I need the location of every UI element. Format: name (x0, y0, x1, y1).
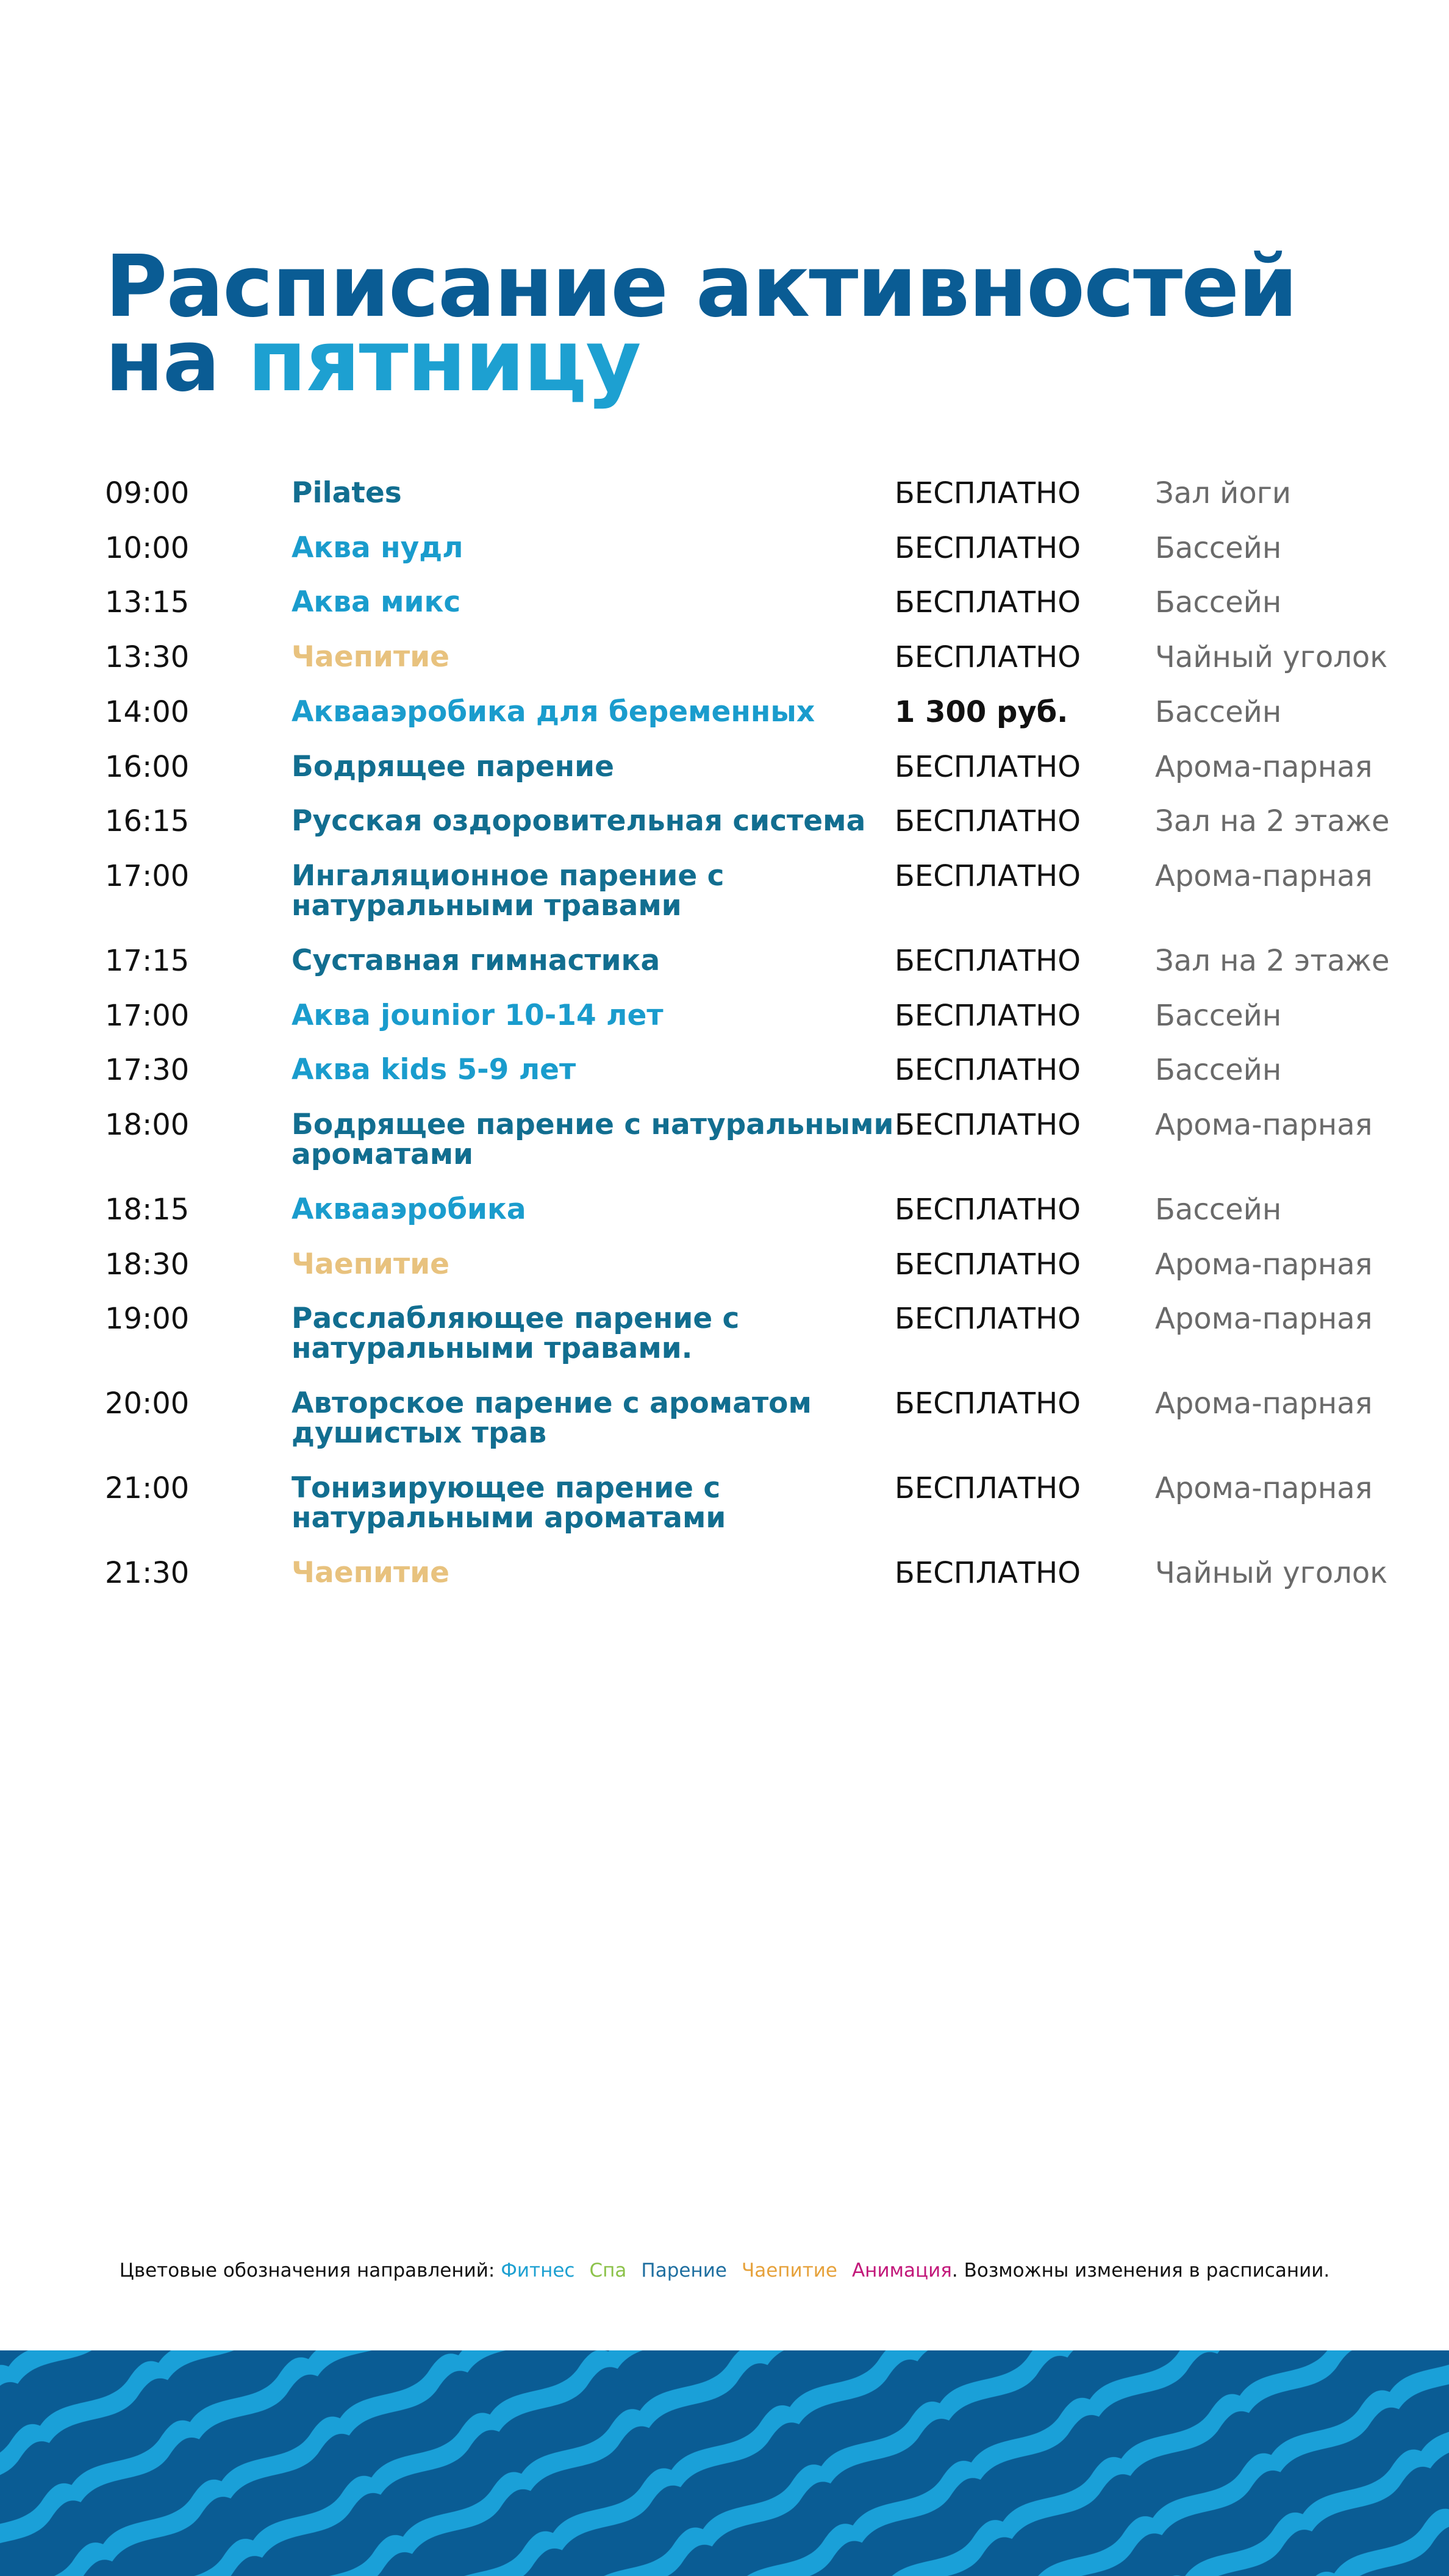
legend-suffix: . Возможны изменения в расписании. (951, 2260, 1330, 2282)
schedule-row-2130-tea (0, 1558, 1449, 1619)
legend-fitness: Фитнес (501, 2260, 575, 2282)
schedule-row-1715-joint-gymnastics (0, 946, 1449, 1007)
schedule-place: Арома-парная (1155, 1247, 1373, 1282)
schedule-row-1400-aqua-aerobics-pregnant (0, 697, 1449, 758)
schedule-activity: Аква jounior 10-14 лет (292, 999, 664, 1032)
schedule-activity: Чаепитие (292, 1247, 450, 1281)
schedule-place: Чайный уголок (1155, 640, 1388, 674)
schedule-price: БЕСПЛАТНО (895, 1247, 1081, 1282)
schedule-row-2000-author-steam (0, 1388, 1449, 1449)
schedule-price: БЕСПЛАТНО (895, 1193, 1081, 1227)
schedule-place: Зал йоги (1155, 476, 1292, 510)
schedule-time: 13:15 (105, 585, 190, 619)
schedule-activity: Аква микс (292, 585, 461, 619)
schedule-activity (292, 861, 724, 921)
schedule-activity-line-2: натуральными травами. (292, 1332, 693, 1365)
schedule-row-1730-aqua-kids (0, 1055, 1449, 1116)
schedule-price: БЕСПЛАТНО (895, 1053, 1081, 1087)
schedule-place: Арома-парная (1155, 1386, 1373, 1421)
schedule-activity: Суставная гимнастика (292, 944, 660, 977)
schedule-time: 17:00 (105, 859, 190, 893)
schedule-price: БЕСПЛАТНО (895, 999, 1081, 1033)
schedule-activity-line-1: Расслабляющее парение с (292, 1302, 740, 1335)
schedule-time: 13:30 (105, 640, 190, 674)
schedule-price: БЕСПЛАТНО (895, 476, 1081, 510)
schedule-time: 18:30 (105, 1247, 190, 1282)
schedule-time: 17:15 (105, 944, 190, 978)
schedule-activity-line-1: Авторское парение с ароматом (292, 1386, 812, 1420)
schedule-activity-line-2: душистых трав (292, 1416, 547, 1450)
schedule-time: 18:15 (105, 1193, 190, 1227)
schedule-row-1815-aqua-aerobics (0, 1194, 1449, 1255)
schedule-activity: Аква kids 5-9 лет (292, 1053, 576, 1086)
schedule-row-1900-relaxing-steam (0, 1304, 1449, 1365)
schedule-activity-line-2: натуральными ароматами (292, 1501, 726, 1535)
schedule-row-1700-inhalation-steam (0, 861, 1449, 922)
schedule-row-0900-pilates (0, 478, 1449, 539)
schedule-price: БЕСПЛАТНО (895, 944, 1081, 978)
schedule-row-1700-aqua-junior (0, 1001, 1449, 1061)
schedule-price: БЕСПЛАТНО (895, 804, 1081, 838)
wave-pattern-graphic (0, 2350, 1449, 2576)
schedule-activity-line-2: натуральными травами (292, 889, 682, 922)
schedule-place: Бассейн (1155, 1053, 1282, 1087)
schedule-place: Арома-парная (1155, 1108, 1373, 1142)
schedule-activity: Бодрящее парение (292, 750, 614, 783)
schedule-place: Зал на 2 этаже (1155, 804, 1390, 838)
schedule-price: БЕСПЛАТНО (895, 1108, 1081, 1142)
wave-pattern-band (0, 2350, 1449, 2576)
schedule-activity: Чаепитие (292, 640, 450, 674)
legend-spa: Спа (589, 2260, 627, 2282)
schedule-place: Бассейн (1155, 585, 1282, 619)
legend-steam: Парение (641, 2260, 727, 2282)
schedule-price: БЕСПЛАТНО (895, 1556, 1081, 1590)
schedule-row-1800-invigorating-steam-aromas (0, 1110, 1449, 1171)
schedule-price: БЕСПЛАТНО (895, 750, 1081, 784)
schedule-row-1315-aqua-mix (0, 587, 1449, 648)
schedule-time: 21:30 (105, 1556, 190, 1590)
schedule-price: БЕСПЛАТНО (895, 1471, 1081, 1505)
schedule-activity (292, 1110, 893, 1169)
schedule-place: Бассейн (1155, 999, 1282, 1033)
schedule-time: 14:00 (105, 695, 190, 729)
schedule-price: БЕСПЛАТНО (895, 1386, 1081, 1421)
schedule-place: Арома-парная (1155, 859, 1373, 893)
schedule-activity-line-1: Бодрящее парение с натуральными (292, 1108, 894, 1141)
schedule-time: 09:00 (105, 476, 190, 510)
schedule-place: Зал на 2 этаже (1155, 944, 1390, 978)
title-line-1: Расписание активностей (105, 237, 1297, 337)
schedule-row-1600-invigorating-steam (0, 752, 1449, 813)
schedule-place: Чайный уголок (1155, 1556, 1388, 1590)
legend-animation: Анимация (851, 2260, 952, 2282)
schedule-price: БЕСПЛАТНО (895, 640, 1081, 674)
schedule-activity: Аквааэробика для беременных (292, 695, 815, 729)
schedule-price: БЕСПЛАТНО (895, 585, 1081, 619)
schedule-place: Бассейн (1155, 531, 1282, 565)
schedule-activity (292, 1388, 812, 1448)
schedule-row-1830-tea (0, 1249, 1449, 1310)
schedule-activity (292, 1304, 739, 1363)
schedule-time: 17:30 (105, 1053, 190, 1087)
schedule-place: Бассейн (1155, 1193, 1282, 1227)
legend-tea: Чаепитие (741, 2260, 837, 2282)
schedule-place: Арома-парная (1155, 1471, 1373, 1505)
schedule-row-1615-russian-system (0, 806, 1449, 867)
schedule-place: Арома-парная (1155, 1302, 1373, 1336)
schedule-activity-line-1: Тонизирующее парение с (292, 1471, 721, 1505)
schedule-time: 16:15 (105, 804, 190, 838)
title-line-2-prefix: на (105, 312, 248, 411)
schedule-place: Бассейн (1155, 695, 1282, 729)
schedule-row-1330-tea (0, 642, 1449, 703)
schedule-price: 1 300 руб. (895, 695, 1068, 729)
schedule-activity: Аквааэробика (292, 1193, 526, 1226)
schedule-row-1000-aqua-noodle (0, 533, 1449, 594)
schedule-place: Арома-парная (1155, 750, 1373, 784)
legend-prefix: Цветовые обозначения направлений: (119, 2260, 495, 2282)
schedule-time: 16:00 (105, 750, 190, 784)
schedule-activity: Pilates (292, 476, 402, 510)
color-legend (0, 2260, 1449, 2282)
schedule-activity: Чаепитие (292, 1556, 450, 1589)
schedule-time: 21:00 (105, 1471, 190, 1505)
schedule-price: БЕСПЛАТНО (895, 531, 1081, 565)
schedule-price: БЕСПЛАТНО (895, 1302, 1081, 1336)
schedule-time: 17:00 (105, 999, 190, 1033)
schedule-time: 19:00 (105, 1302, 190, 1336)
schedule-activity-line-1: Ингаляционное парение с (292, 859, 724, 893)
schedule-activity: Русская оздоровительная система (292, 804, 866, 838)
schedule-time: 10:00 (105, 531, 190, 565)
schedule-row-2100-toning-steam (0, 1473, 1449, 1534)
schedule-activity (292, 1473, 726, 1533)
schedule-time: 18:00 (105, 1108, 190, 1142)
page-title (105, 237, 1297, 411)
title-line-2-highlight: пятницу (247, 312, 640, 411)
schedule-price: БЕСПЛАТНО (895, 859, 1081, 893)
schedule-time: 20:00 (105, 1386, 190, 1421)
schedule-activity-line-2: ароматами (292, 1138, 474, 1171)
schedule-activity: Аква нудл (292, 531, 463, 565)
